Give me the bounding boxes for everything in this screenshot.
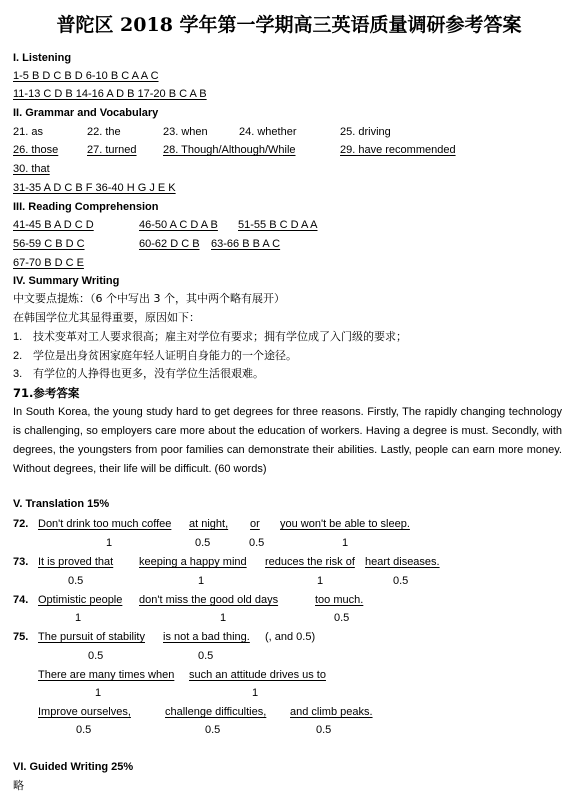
- grammar-heading: II. Grammar and Vocabulary: [13, 107, 159, 119]
- q75-line3-part-3: and climb peaks.: [290, 706, 373, 718]
- q73-part-3: reduces the risk of: [265, 556, 355, 568]
- answer-27: 27. turned: [87, 144, 137, 156]
- answers-31-40: 31-35 A D C B F 36-40 H G J E K: [13, 182, 176, 194]
- q75-score-2: 0.5: [198, 650, 214, 662]
- q73-score-2: 1: [198, 575, 205, 587]
- summary-point-3-num: 3.: [13, 368, 23, 380]
- summary-point-2-num: 2.: [13, 350, 23, 362]
- q74-score-2: 1: [220, 612, 227, 624]
- summary-answer-heading: 71.参考答案: [13, 386, 80, 400]
- listening-answers-2: 11-13 C D B 14-16 A D B 17-20 B C A B: [13, 88, 207, 100]
- summary-point-2: 学位是出身贫困家庭年轻人证明自身能力的一个途径。: [33, 349, 297, 362]
- q74-part-2: don't miss the good old days: [139, 594, 279, 606]
- answers-60-62: 60-62 D C B: [139, 238, 200, 250]
- answer-30: 30. that: [13, 163, 50, 175]
- q73-score-1: 0.5: [68, 575, 84, 587]
- guided-writing-heading: VI. Guided Writing 25%: [13, 761, 134, 773]
- q75-score-3: 1: [95, 687, 102, 699]
- q74-part-3: too much.: [315, 594, 364, 606]
- q75-number: 75.: [13, 631, 29, 643]
- q75-line3-part-1: Improve ourselves,: [38, 706, 131, 718]
- q75-line3-part-2: challenge difficulties,: [165, 706, 267, 718]
- q73-score-3: 1: [317, 575, 324, 587]
- answers-51-55: 51-55 B C D A A: [238, 219, 318, 231]
- q75-score-1: 0.5: [88, 650, 104, 662]
- q74-part-1: Optimistic people: [38, 594, 123, 606]
- q72-part-4: you won't be able to sleep.: [280, 518, 410, 530]
- page-title: 普陀区 2018 学年第一学期高三英语质量调研参考答案: [56, 14, 522, 36]
- summary-point-1: 技术变革对工人要求很高；雇主对学位有要求；拥有学位成了入门级的要求；: [33, 330, 407, 343]
- q73-part-1: It is proved that: [38, 556, 114, 568]
- answers-41-45: 41-45 B A D C D: [13, 219, 94, 231]
- q75-line1-part-1: The pursuit of stability: [38, 631, 145, 643]
- q75-score-4: 1: [252, 687, 259, 699]
- summary-heading: IV. Summary Writing: [13, 275, 120, 287]
- answer-25: 25. driving: [340, 126, 391, 138]
- summary-points-intro: 中文要点提炼：（6 个中写出 3 个，其中两个略有展开）: [13, 292, 285, 305]
- summary-point-1-num: 1.: [13, 331, 23, 343]
- answer-29: 29. have recommended: [340, 144, 456, 156]
- summary-point-3: 有学位的人挣得也更多，没有学位生活很艰难。: [33, 367, 264, 380]
- answers-46-50: 46-50 A C D A B: [139, 219, 218, 231]
- answers-56-59: 56-59 C B D C: [13, 238, 85, 250]
- q75-score-6: 0.5: [205, 724, 221, 736]
- q72-score-2: 0.5: [195, 537, 211, 549]
- q75-line1-part-2: is not a bad thing.: [163, 631, 250, 643]
- answer-28: 28. Though/Although/While: [163, 144, 296, 156]
- q75-line2-part-1: There are many times when: [38, 669, 175, 681]
- summary-answer-text: In South Korea, the young study hard to get degrees for three reasons. Firstly, The rapidly changing technology is challenging, so employers care more about the education of workers. Having a degree is must. Secondly, with degrees, the youngsters from poor families can demonstrate their abilities. Lastly, people can earn more money. Without degrees, their life will be difficult. (60 words): [13, 406, 562, 475]
- q72-score-1: 1: [106, 537, 113, 549]
- q74-number: 74.: [13, 594, 29, 606]
- q75-line2-part-2: such an attitude drives us to: [189, 669, 326, 681]
- answer-24: 24. whether: [239, 126, 297, 138]
- answer-26: 26. those: [13, 144, 59, 156]
- q72-number: 72.: [13, 518, 29, 530]
- q74-score-1: 1: [75, 612, 82, 624]
- listening-answers-1: 1-5 B D C B D 6-10 B C A A C: [13, 70, 159, 82]
- reading-heading: III. Reading Comprehension: [13, 201, 159, 213]
- q72-part-1: Don't drink too much coffee: [38, 518, 172, 530]
- q75-note: (, and 0.5): [265, 631, 316, 643]
- answers-67-70: 67-70 B D C E: [13, 257, 84, 269]
- q73-score-4: 0.5: [393, 575, 409, 587]
- summary-reason-intro: 在韩国学位尤其显得重要，原因如下：: [13, 311, 200, 324]
- q72-score-4: 1: [342, 537, 349, 549]
- q72-part-3: or: [250, 518, 260, 530]
- answer-22: 22. the: [87, 126, 121, 138]
- q72-score-3: 0.5: [249, 537, 265, 549]
- guided-writing-text: 略: [13, 779, 24, 792]
- answer-23: 23. when: [163, 126, 208, 138]
- q73-part-2: keeping a happy mind: [139, 556, 247, 568]
- q72-part-2: at night,: [189, 518, 229, 530]
- answers-63-66: 63-66 B B A C: [211, 238, 281, 250]
- q75-score-7: 0.5: [316, 724, 332, 736]
- listening-heading: I. Listening: [13, 52, 72, 64]
- q73-part-4: heart diseases.: [365, 556, 440, 568]
- q74-score-3: 0.5: [334, 612, 350, 624]
- translation-heading: V. Translation 15%: [13, 498, 110, 510]
- q73-number: 73.: [13, 556, 29, 568]
- q75-score-5: 0.5: [76, 724, 92, 736]
- answer-21: 21. as: [13, 126, 43, 138]
